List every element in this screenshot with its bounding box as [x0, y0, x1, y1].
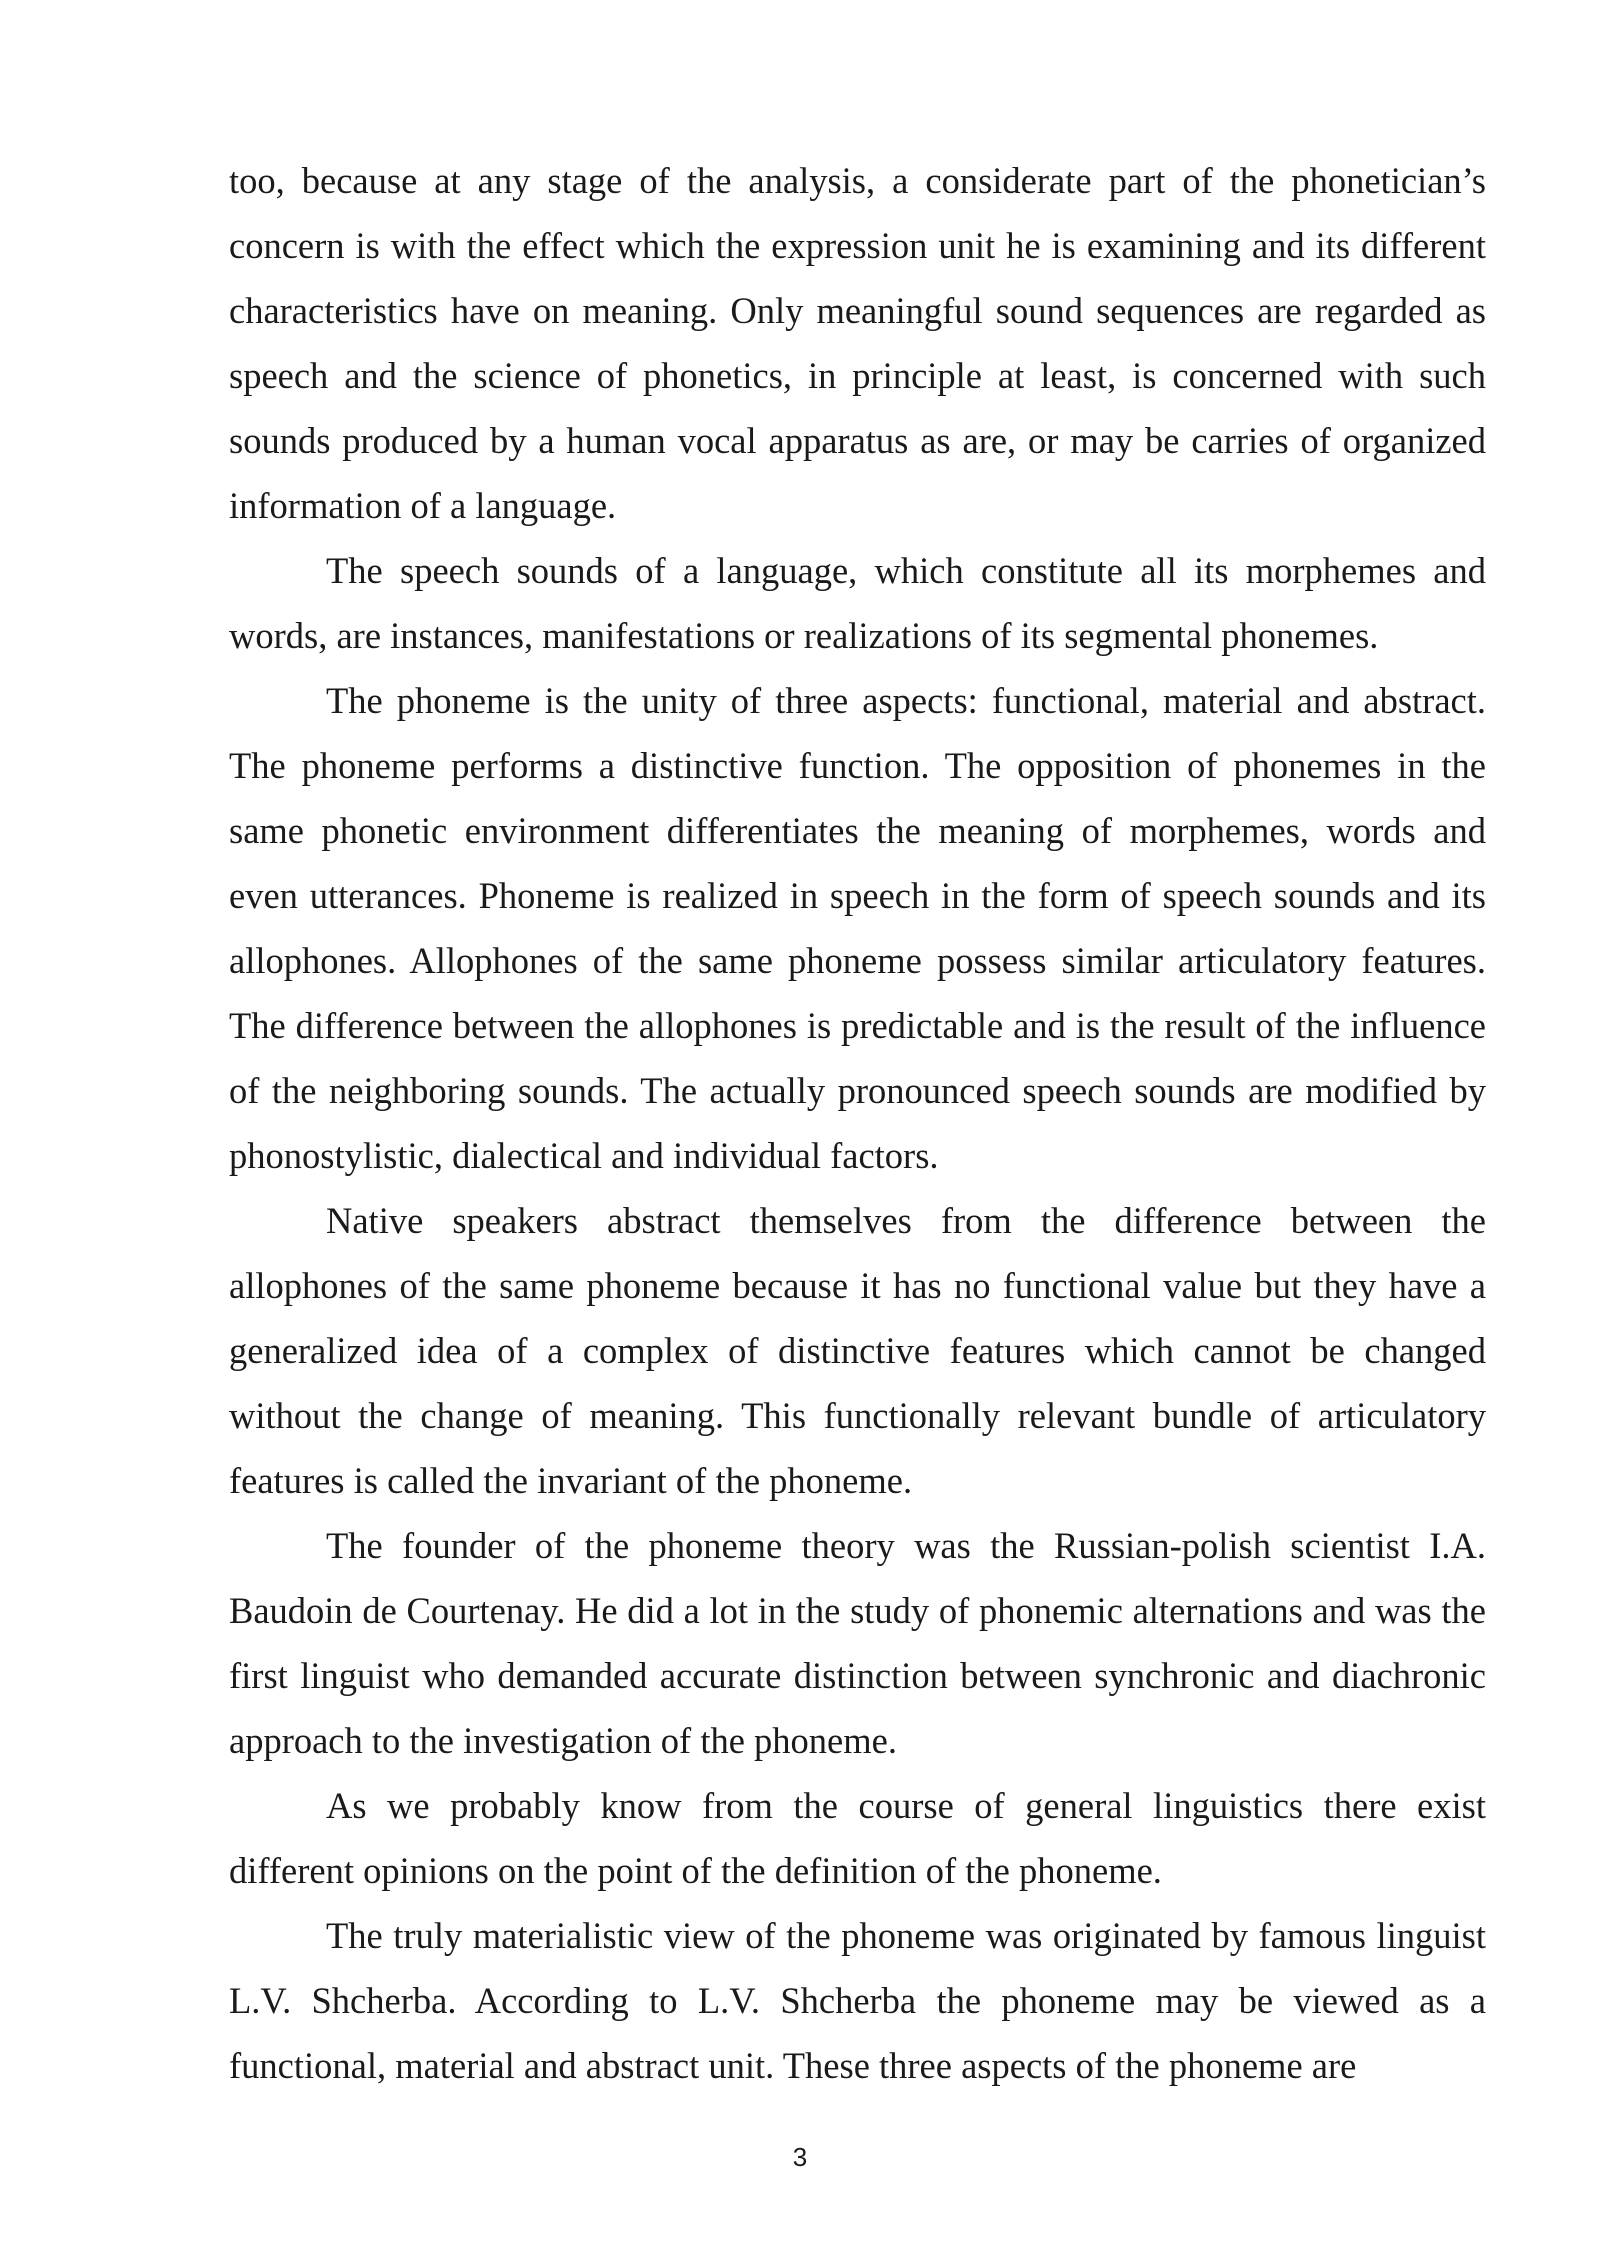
paragraph-continued: too, because at any stage of the analysis, a considerate part of the phonetician’s concern is with the effect which the expression unit he is examining and its different characteristics have on meaning. Only meaningful sound sequences are regarded as speech and the science of phonetics, in principle at least, is concerned with such sounds produced by a human vocal apparatus as are, or may be carries of organized information of a language.: [229, 160, 1486, 526]
paragraph-phoneme-aspects: The phoneme is the unity of three aspects: functional, material and abstract. The phoneme performs a distinctive function. The opposition of phonemes in the same phonetic environment differentiates the meaning of morphemes, words and even utterances. Phoneme is realized in speech in the form of speech sounds and its allophones. Allophones of the same phoneme possess similar articulatory features. The difference between the allophones is predictable and is the result of the influence of the neighboring sounds. The actually pronounced speech sounds are modified by phonostylistic, dialectical and individual factors.: [229, 680, 1486, 1176]
paragraph-opinions: As we probably know from the course of general linguistics there exist different opinions on the point of the definition of the phoneme.: [229, 1785, 1486, 1891]
page-number: 3: [792, 2142, 808, 2172]
body-text: [229, 148, 1486, 2098]
paragraph-shcherba: The truly materialistic view of the phoneme was originated by famous linguist L.V. Shcherba. According to L.V. Shcherba the phoneme may be viewed as a functional, material and abstract unit. These three aspects of the phoneme are: [229, 1915, 1486, 2086]
paragraph-speech-sounds: The speech sounds of a language, which constitute all its morphemes and words, are instances, manifestations or realizations of its segmental phonemes.: [229, 550, 1486, 656]
paragraph-founder: The founder of the phoneme theory was the Russian-polish scientist I.A. Baudoin de Courtenay. He did a lot in the study of phonemic alternations and was the first linguist who demanded accurate distinction between synchronic and diachronic approach to the investigation of the phoneme.: [229, 1525, 1486, 1761]
paragraph-native-speakers: Native speakers abstract themselves from the difference between the allophones of the same phoneme because it has no functional value but they have a generalized idea of a complex of distinctive features which cannot be changed without the change of meaning. This functionally relevant bundle of articulatory features is called the invariant of the phoneme.: [229, 1200, 1486, 1501]
